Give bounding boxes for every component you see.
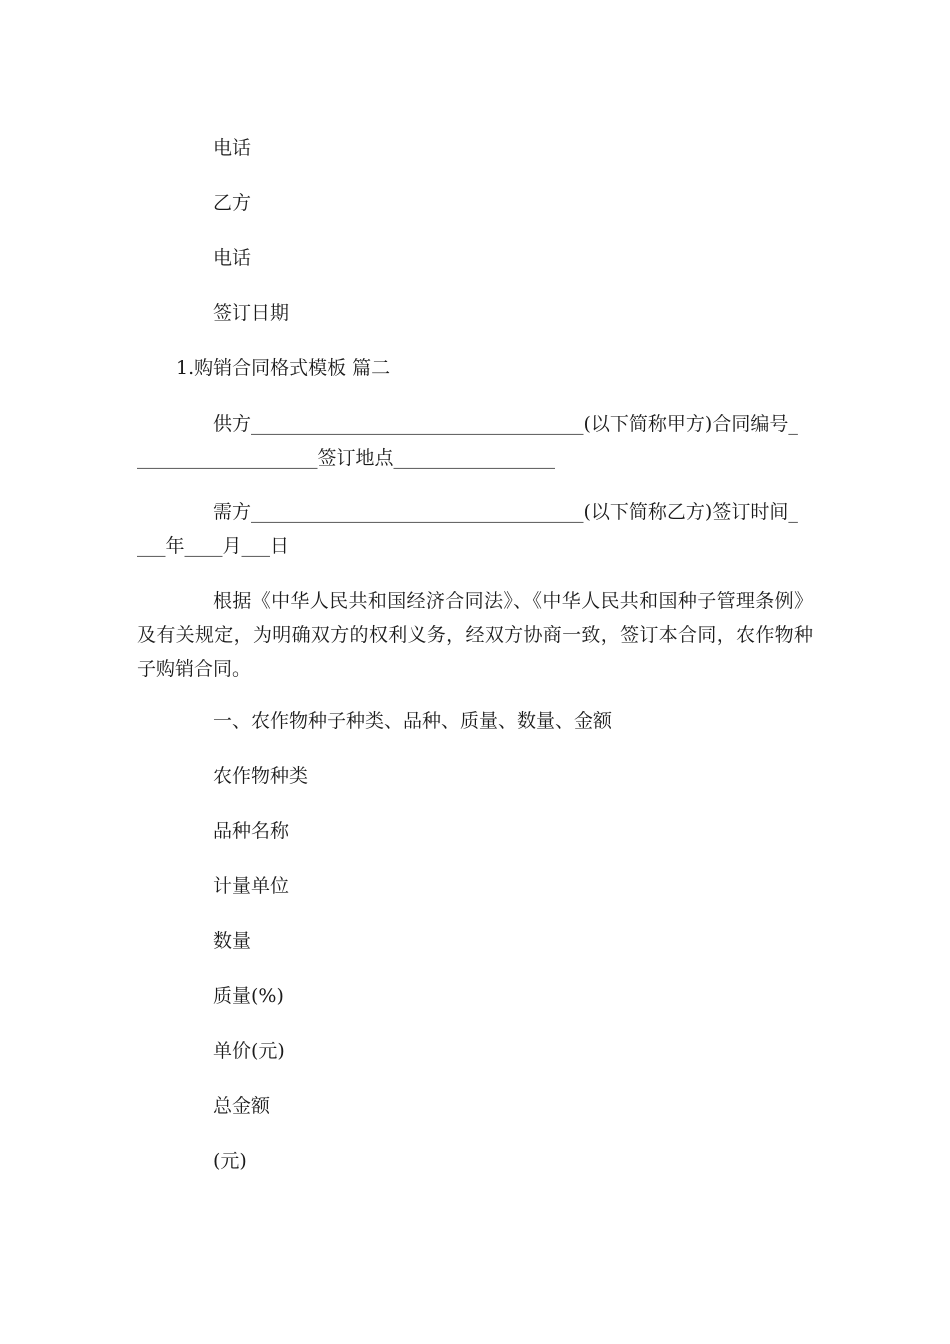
supplier-line-1: 供方___________________________________(以下简称甲方)合同编号_: [213, 413, 798, 435]
field-total-amount: 总金额: [213, 1095, 271, 1117]
phone-a-label: 电话: [213, 137, 252, 159]
field-crop-type: 农作物种类: [213, 765, 309, 787]
intro-paragraph: 根据《中华人民共和国经济合同法》、《中华人民共和国种子管理条例》及有关规定，为明确双方的权利义务，经双方协商一致，签订本合同，农作物种子购销合同。: [137, 590, 813, 680]
clause-1-title: 一、农作物种子种类、品种、质量、数量、金额: [213, 710, 613, 732]
party-b-label: 乙方: [213, 192, 252, 214]
field-total-unit: (元): [213, 1150, 247, 1172]
field-quality: 质量(%): [213, 985, 284, 1007]
field-unit-price: 单价(元): [213, 1040, 285, 1062]
field-variety-name: 品种名称: [213, 820, 290, 842]
buyer-line-1: 需方___________________________________(以下简称乙方)签订时间_: [213, 501, 798, 523]
field-quantity: 数量: [213, 930, 252, 952]
supplier-line-2: ___________________签订地点_________________: [137, 447, 556, 469]
section-heading: 1.购销合同格式模板 篇二: [176, 357, 391, 379]
field-unit: 计量单位: [213, 875, 290, 897]
phone-b-label: 电话: [213, 247, 252, 269]
sign-date-label: 签订日期: [213, 302, 290, 324]
buyer-line-2: ___年____月___日: [137, 535, 290, 557]
